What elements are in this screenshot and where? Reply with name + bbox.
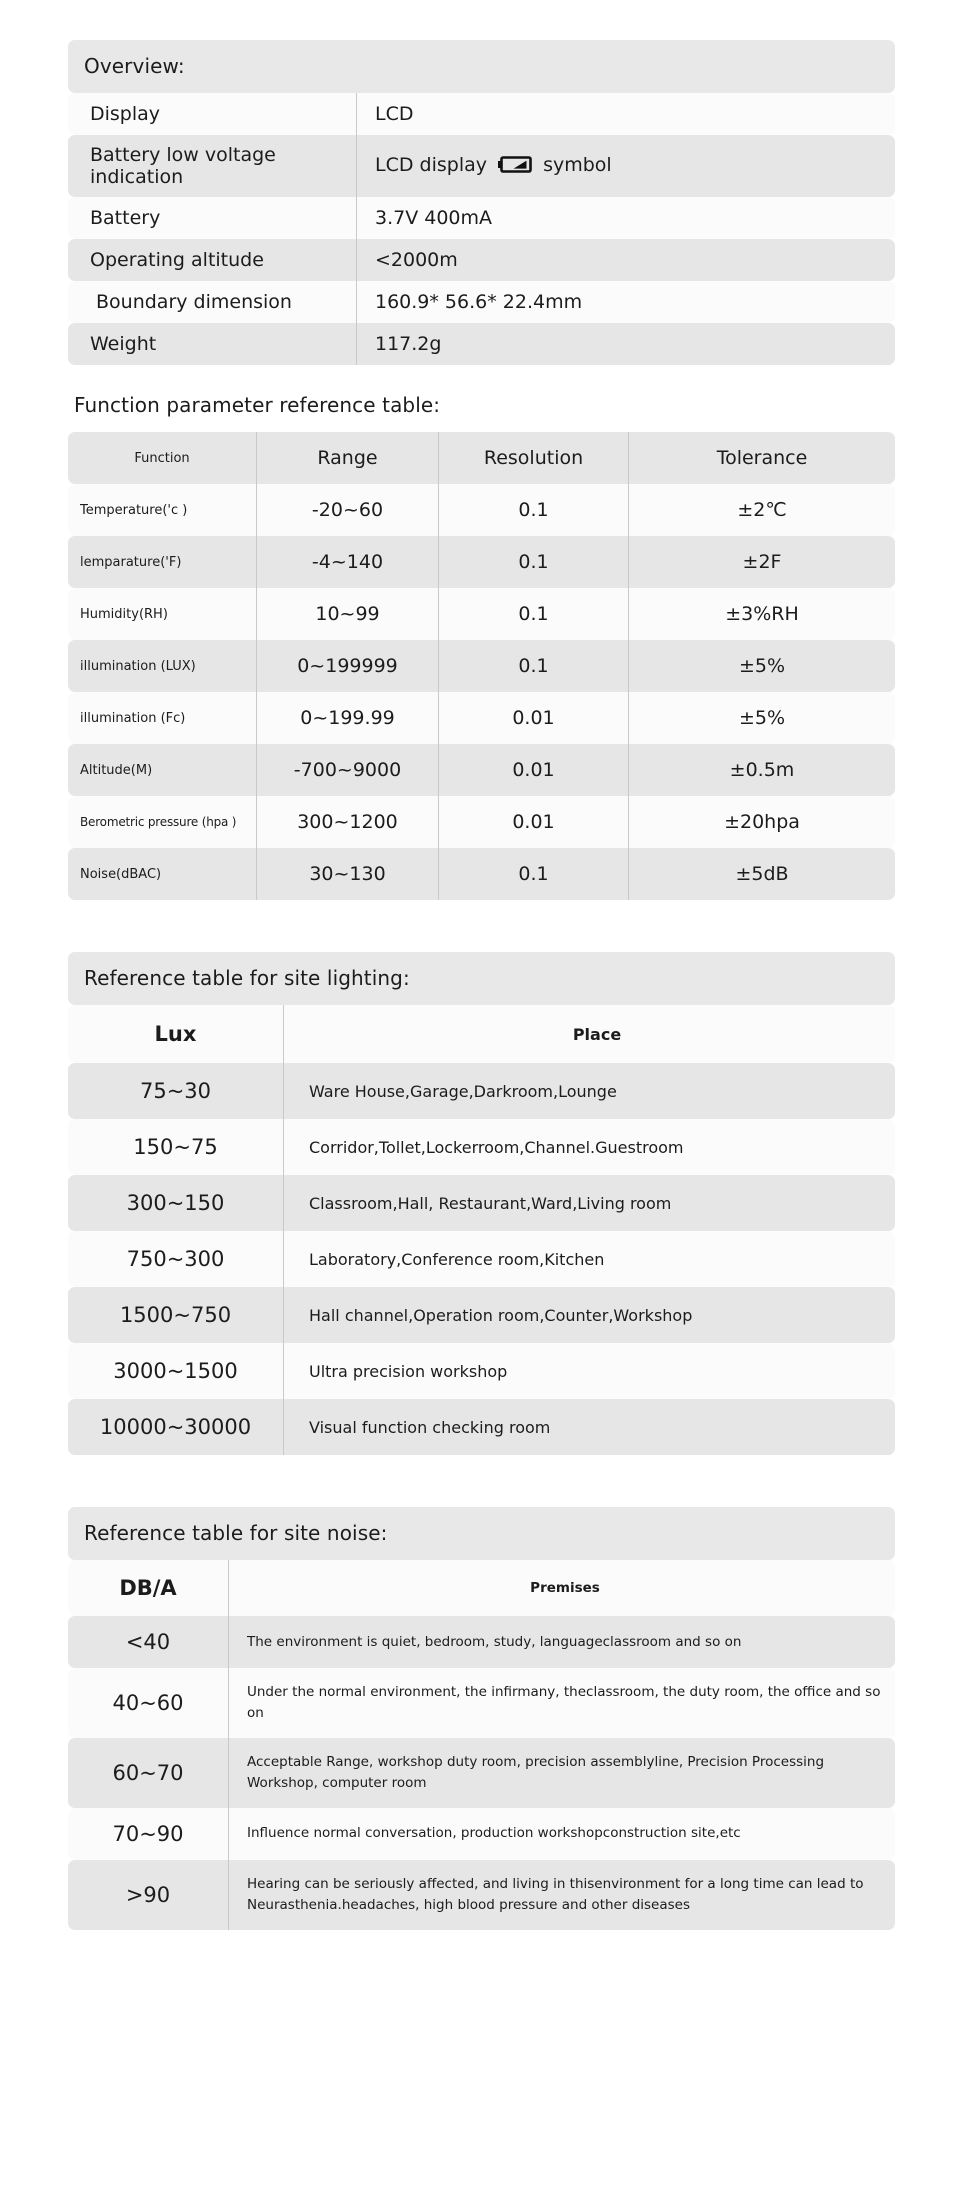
overview-value: 117.2g — [356, 323, 895, 365]
cell-premises: Hearing can be seriously affected, and living in thisenvironment for a long time can lead to Neurasthenia.headaches, high blood pressure and other diseases — [228, 1860, 895, 1930]
overview-label: Battery — [68, 197, 356, 239]
table-row — [68, 239, 895, 281]
overview-label: Display — [68, 93, 356, 135]
spacer — [68, 365, 895, 379]
cell-range: 300~1200 — [256, 796, 438, 848]
overview-value — [356, 135, 895, 197]
overview-label: Weight — [68, 323, 356, 365]
cell-lux: 1500~750 — [68, 1287, 283, 1343]
lighting-table-heading: Reference table for site lighting: — [68, 952, 895, 1005]
cell-range: -700~9000 — [256, 744, 438, 796]
cell-range: 30~130 — [256, 848, 438, 900]
cell-db: >90 — [68, 1860, 228, 1930]
column-header-lux: Lux — [68, 1005, 283, 1063]
cell-resolution: 0.1 — [438, 640, 628, 692]
cell-lux: 150~75 — [68, 1119, 283, 1175]
cell-place: Visual function checking room — [283, 1399, 895, 1455]
table-row — [68, 1616, 895, 1668]
overview-value: 3.7V 400mA — [356, 197, 895, 239]
cell-range: -4~140 — [256, 536, 438, 588]
cell-tolerance: ±2℃ — [628, 484, 895, 536]
cell-resolution: 0.01 — [438, 744, 628, 796]
cell-lux: 10000~30000 — [68, 1399, 283, 1455]
column-header-function: Function — [68, 432, 256, 484]
cell-range: 0~199999 — [256, 640, 438, 692]
table-row — [68, 93, 895, 135]
cell-lux: 3000~1500 — [68, 1343, 283, 1399]
column-header-tolerance: Tolerance — [628, 432, 895, 484]
cell-premises: The environment is quiet, bedroom, study, languageclassroom and so on — [228, 1616, 895, 1668]
overview-value: LCD — [356, 93, 895, 135]
cell-tolerance: ±20hpa — [628, 796, 895, 848]
spacer — [68, 1455, 895, 1507]
overview-value-text: LCD display — [375, 154, 487, 176]
table-row — [68, 796, 895, 848]
overview-table — [68, 93, 895, 365]
noise-table-heading: Reference table for site noise: — [68, 1507, 895, 1560]
column-header-range: Range — [256, 432, 438, 484]
cell-function: lemparature('F) — [68, 536, 256, 588]
cell-premises: Under the normal environment, the infirmany, theclassroom, the duty room, the office and so on — [228, 1668, 895, 1738]
table-row — [68, 1668, 895, 1738]
cell-lux: 75~30 — [68, 1063, 283, 1119]
table-row — [68, 1175, 895, 1231]
table-row — [68, 135, 895, 197]
cell-place: Ultra precision workshop — [283, 1343, 895, 1399]
function-parameter-table — [68, 432, 895, 900]
table-row — [68, 1119, 895, 1175]
cell-place: Hall channel,Operation room,Counter,Workshop — [283, 1287, 895, 1343]
overview-label: Battery low voltage indication — [68, 135, 356, 197]
cell-range: 10~99 — [256, 588, 438, 640]
cell-resolution: 0.1 — [438, 536, 628, 588]
table-row — [68, 323, 895, 365]
cell-tolerance: ±5% — [628, 692, 895, 744]
cell-db: 40~60 — [68, 1668, 228, 1738]
cell-function: Temperature('c ) — [68, 484, 256, 536]
table-row — [68, 1738, 895, 1808]
table-row — [68, 692, 895, 744]
table-row — [68, 588, 895, 640]
cell-function: Berometric pressure (hpa ) — [68, 796, 256, 848]
cell-function: Noise(dBAC) — [68, 848, 256, 900]
cell-place: Ware House,Garage,Darkroom,Lounge — [283, 1063, 895, 1119]
function-table-heading: Function parameter reference table: — [74, 393, 441, 417]
overview-label: Operating altitude — [68, 239, 356, 281]
table-row — [68, 536, 895, 588]
overview-value: 160.9* 56.6* 22.4mm — [356, 281, 895, 323]
table-row — [68, 1860, 895, 1930]
cell-tolerance: ±5% — [628, 640, 895, 692]
table-row — [68, 484, 895, 536]
table-row — [68, 1808, 895, 1860]
cell-lux: 300~150 — [68, 1175, 283, 1231]
overview-value: <2000m — [356, 239, 895, 281]
table-row — [68, 1287, 895, 1343]
column-header-premises: Premises — [228, 1560, 895, 1616]
cell-tolerance: ±0.5m — [628, 744, 895, 796]
cell-tolerance: ±3%RH — [628, 588, 895, 640]
table-header-row — [68, 1005, 895, 1063]
cell-resolution: 0.01 — [438, 796, 628, 848]
cell-resolution: 0.1 — [438, 848, 628, 900]
table-header-row — [68, 432, 895, 484]
table-row — [68, 1063, 895, 1119]
cell-range: 0~199.99 — [256, 692, 438, 744]
table-row — [68, 281, 895, 323]
column-header-place: Place — [283, 1005, 895, 1063]
cell-premises: Influence normal conversation, production workshopconstruction site,etc — [228, 1808, 895, 1860]
cell-function: illumination (Fc) — [68, 692, 256, 744]
cell-place: Laboratory,Conference room,Kitchen — [283, 1231, 895, 1287]
cell-function: Humidity(RH) — [68, 588, 256, 640]
cell-place: Classroom,Hall, Restaurant,Ward,Living room — [283, 1175, 895, 1231]
cell-function: illumination (LUX) — [68, 640, 256, 692]
site-noise-table — [68, 1560, 895, 1930]
table-row — [68, 197, 895, 239]
cell-resolution: 0.1 — [438, 484, 628, 536]
overview-value-suffix: symbol — [543, 154, 612, 176]
overview-heading: Overview: — [68, 40, 895, 93]
cell-resolution: 0.01 — [438, 692, 628, 744]
table-row — [68, 744, 895, 796]
spacer — [68, 900, 895, 952]
cell-place: Corridor,Tollet,Lockerroom,Channel.Guestroom — [283, 1119, 895, 1175]
cell-lux: 750~300 — [68, 1231, 283, 1287]
cell-premises: Acceptable Range, workshop duty room, precision assemblyline, Precision Processing Workshop, computer room — [228, 1738, 895, 1808]
table-row — [68, 640, 895, 692]
column-header-db: DB/A — [68, 1560, 228, 1616]
cell-db: 60~70 — [68, 1738, 228, 1808]
table-row — [68, 1399, 895, 1455]
table-row — [68, 1231, 895, 1287]
cell-db: <40 — [68, 1616, 228, 1668]
cell-range: -20~60 — [256, 484, 438, 536]
cell-tolerance: ±2F — [628, 536, 895, 588]
battery-low-icon — [498, 156, 532, 178]
column-header-resolution: Resolution — [438, 432, 628, 484]
cell-db: 70~90 — [68, 1808, 228, 1860]
table-row — [68, 848, 895, 900]
cell-tolerance: ±5dB — [628, 848, 895, 900]
table-row — [68, 1343, 895, 1399]
cell-resolution: 0.1 — [438, 588, 628, 640]
overview-label: Boundary dimension — [68, 281, 356, 323]
table-header-row — [68, 1560, 895, 1616]
site-lighting-table — [68, 1005, 895, 1455]
cell-function: Altitude(M) — [68, 744, 256, 796]
